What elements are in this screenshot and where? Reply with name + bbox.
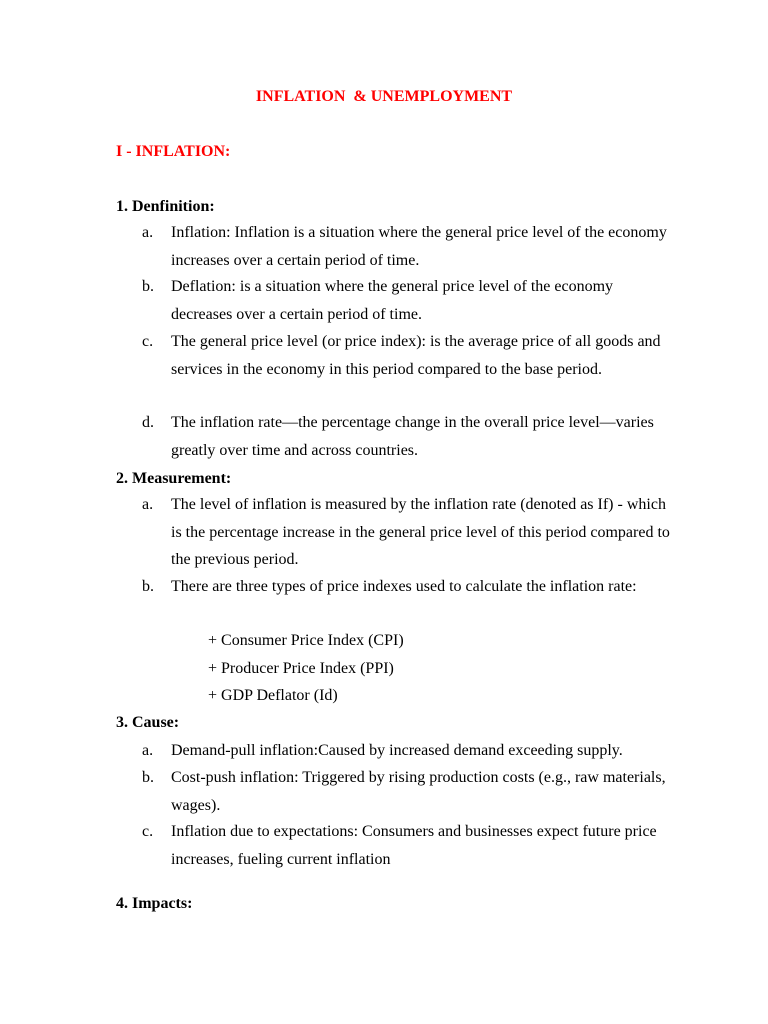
price-index-ppi: + Producer Price Index (PPI) — [208, 660, 394, 677]
section-heading-inflation: I - INFLATION: — [116, 143, 231, 160]
list-text: Inflation due to expectations: Consumers and businesses expect future price increases, fueling current inflation — [171, 823, 657, 868]
heading-definition: 1. Denfinition: — [116, 198, 215, 215]
list-marker: d. — [142, 414, 154, 431]
price-index-gdp-deflator: + GDP Deflator (Id) — [208, 687, 338, 704]
list-marker: a. — [142, 496, 154, 513]
list-marker: c. — [142, 823, 154, 840]
list-marker: c. — [142, 333, 154, 350]
list-text: Demand-pull inflation:Caused by increased demand exceeding supply. — [171, 742, 623, 759]
list-marker: b. — [142, 578, 154, 595]
list-text: There are three types of price indexes used to calculate the inflation rate: — [171, 578, 637, 595]
list-text: The inflation rate—the percentage change in the overall price level—varies greatly over time and across countries. — [171, 414, 654, 459]
list-marker: a. — [142, 742, 154, 759]
document-title: INFLATION & UNEMPLOYMENT — [255, 88, 513, 105]
list-marker: a. — [142, 224, 154, 241]
list-marker: b. — [142, 769, 154, 786]
heading-measurement: 2. Measurement: — [116, 470, 232, 487]
heading-cause: 3. Cause: — [116, 714, 180, 731]
list-text: The level of inflation is measured by the inflation rate (denoted as If) - which is the percentage increase in the general price level of this period compared to the previous period. — [171, 496, 670, 568]
list-text: Deflation: is a situation where the general price level of the economy decreases over a certain period of time. — [171, 278, 614, 323]
list-text: The general price level (or price index): is the average price of all goods and services in the economy in this period compared to the base period. — [171, 333, 661, 378]
list-marker: b. — [142, 278, 154, 295]
price-index-cpi: + Consumer Price Index (CPI) — [208, 632, 404, 649]
list-text: Inflation: Inflation is a situation where the general price level of the economy increases over a certain period of time. — [171, 224, 667, 269]
heading-impacts: 4. Impacts: — [116, 895, 193, 912]
list-text: Cost-push inflation: Triggered by rising production costs (e.g., raw materials, wages). — [171, 769, 666, 814]
